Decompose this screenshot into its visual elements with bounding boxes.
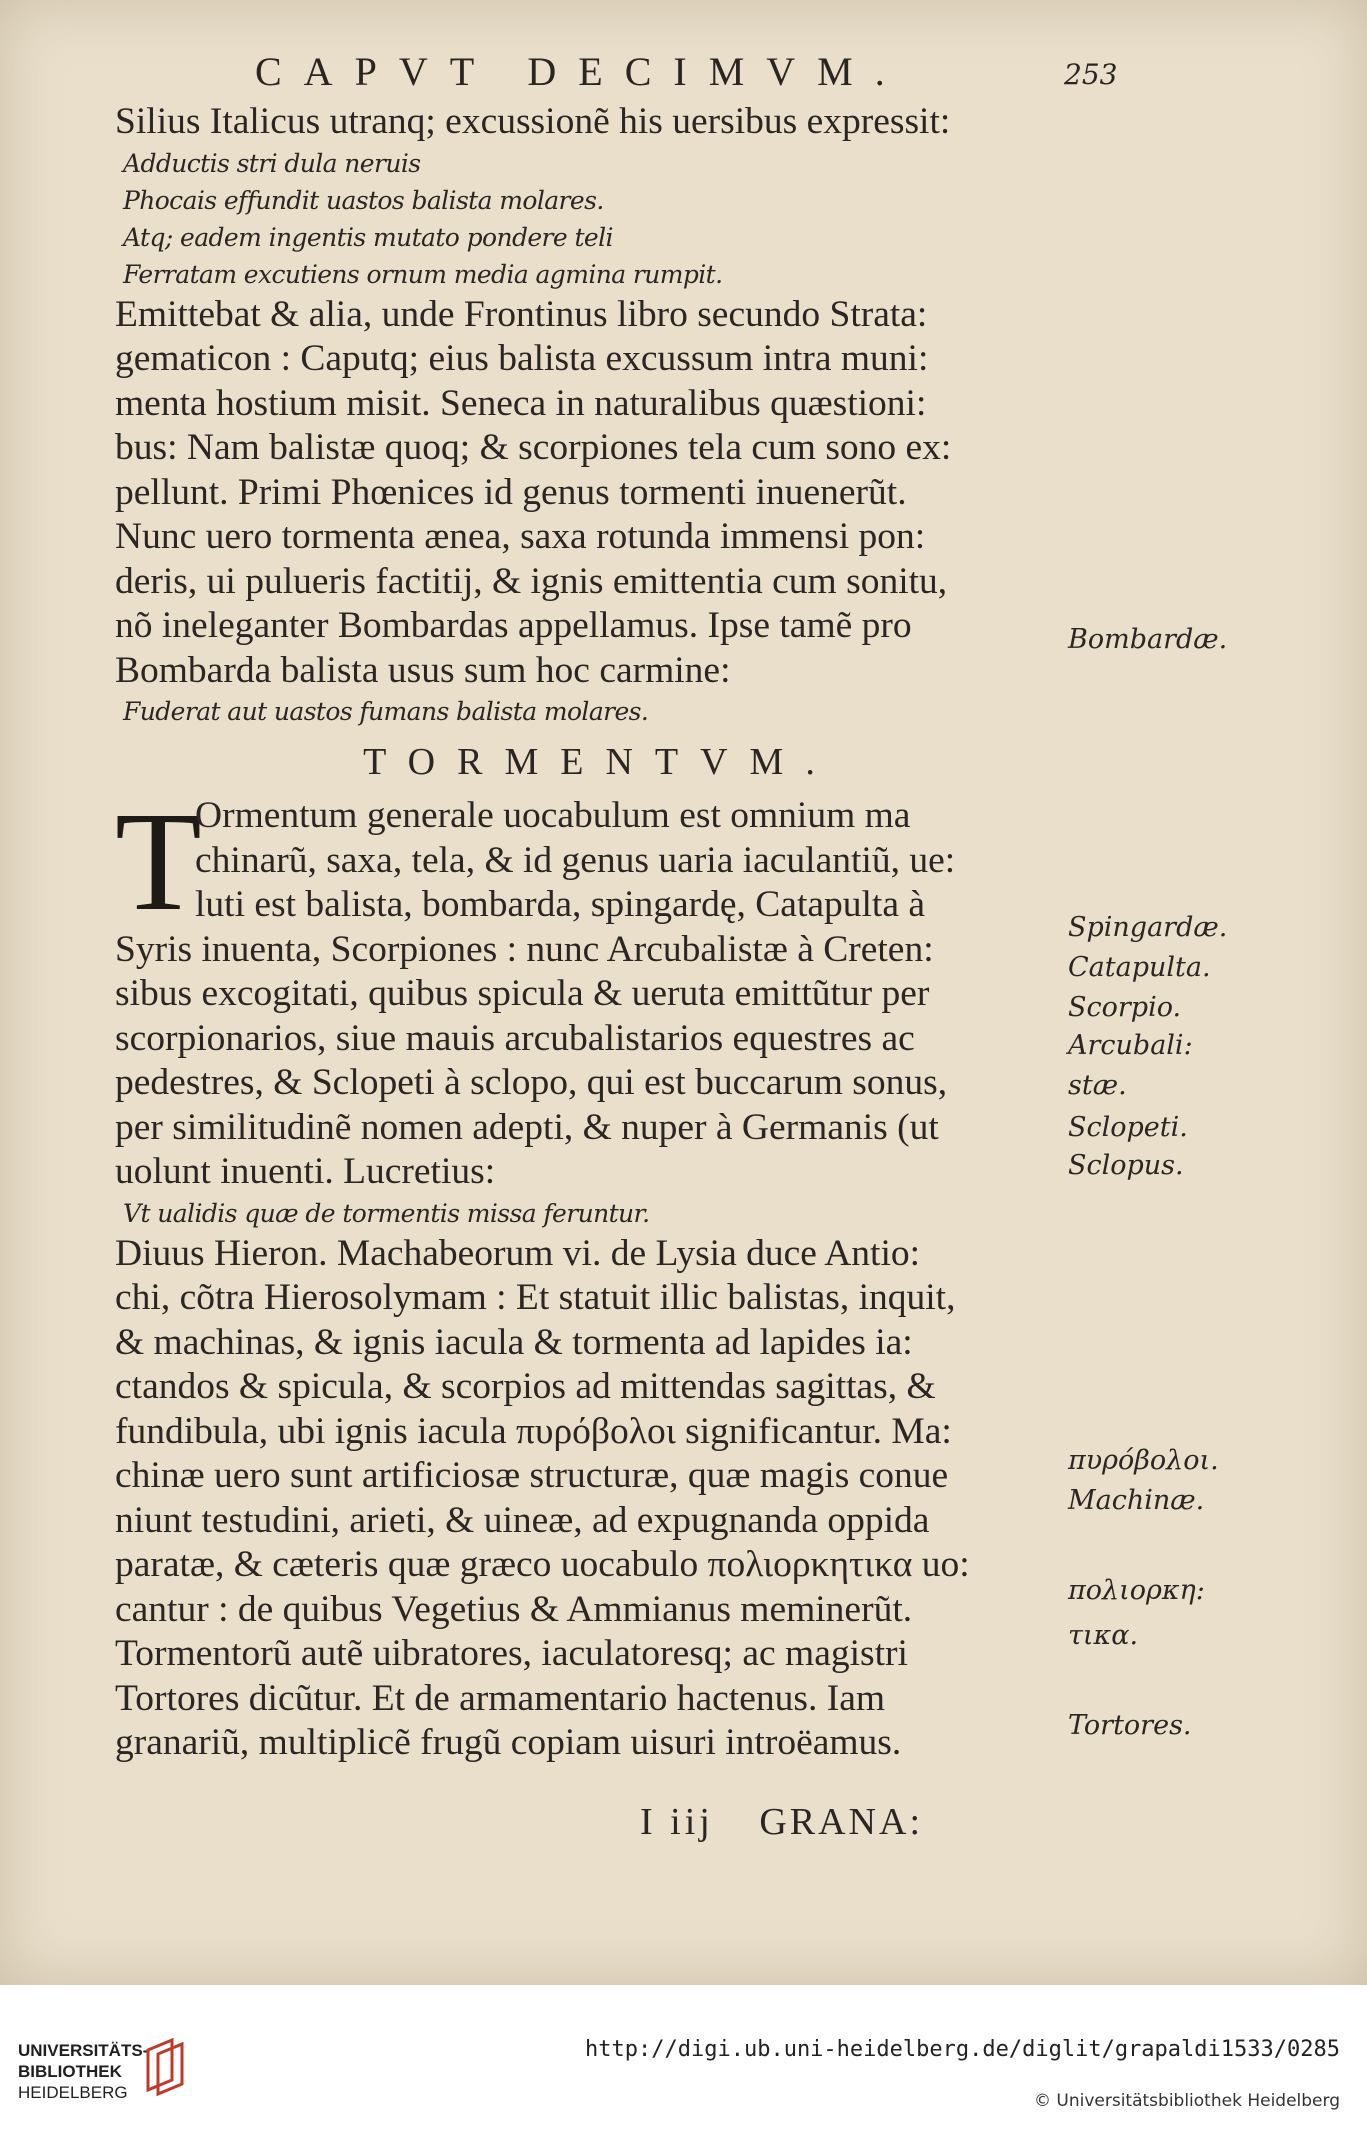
margin-note: πολιορκη:	[1068, 1575, 1205, 1606]
logo-line: HEIDELBERG	[18, 2083, 128, 2102]
text-line: Silius Italicus utranq; excussionẽ his uersibus expressit:	[115, 101, 951, 142]
text-line: Bombarda balista usus sum hoc carmine:	[115, 649, 731, 691]
catchword-line	[640, 1800, 923, 1844]
margin-note: Machinæ.	[1068, 1485, 1205, 1516]
text-line: luti est balista, bombarda, spingardę, Catapulta à	[195, 884, 926, 925]
margin-note: Bombardæ.	[1068, 624, 1228, 655]
logo-line: UNIVERSITÄTS-	[18, 2041, 149, 2060]
text-line: gematicon : Caputq; eius balista excussum intra muni:	[115, 338, 929, 379]
library-logo-text	[18, 2040, 148, 2103]
margin-note: πυρόβολοι.	[1068, 1445, 1219, 1476]
verse-line: Fuderat aut uastos fumans balista molares.	[123, 697, 649, 726]
verse-line: Phocais effundit uastos balista molares.	[123, 185, 604, 215]
dropcap-paragraph	[115, 782, 1045, 940]
text-line: & machinas, & ignis iacula & tormenta ad lapides ia:	[115, 1321, 913, 1363]
text-body	[115, 100, 1045, 1766]
text-line: ctandos & spicula, & scorpios ad mittendas sagittas, &	[115, 1366, 936, 1407]
text-line: nõ ineleganter Bombardas appellamus. Ipse tamẽ pro	[115, 605, 912, 646]
text-line: Tortores dicũtur. Et de armamentario hactenus. Iam	[115, 1677, 886, 1719]
text-line: pellunt. Primi Phœnices id genus tormenti inuenerũt.	[115, 471, 907, 513]
text-line: Tormentorũ autẽ uibratores, iaculatoresq; ac magistri	[115, 1633, 908, 1674]
section-title: TORMENTVM.	[363, 741, 837, 783]
verse-line: Atq; eadem ingentis mutato pondere teli	[123, 222, 613, 252]
margin-note: Spingardæ.	[1068, 912, 1228, 943]
text-line: per similitudinẽ nomen adepti, & nuper à Germanis (ut	[115, 1106, 939, 1148]
margin-note: τικα.	[1068, 1620, 1139, 1651]
verse-line: Vt ualidis quæ de tormentis missa feruntur.	[123, 1198, 650, 1228]
copyright-notice: © Universitätsbibliothek Heidelberg	[1033, 2091, 1340, 2111]
logo-line: BIBLIOTHEK	[18, 2062, 122, 2081]
text-line: Nunc uero tormenta ænea, saxa rotunda immensi pon:	[115, 516, 926, 557]
margin-note: Sclopeti.	[1068, 1112, 1188, 1143]
margin-note: Scorpio.	[1068, 992, 1182, 1023]
text-line: sibus excogitati, quibus spicula & ueruta emittũtur per	[115, 973, 930, 1014]
verse-line: Adductis stri dula neruis	[123, 148, 421, 178]
text-line: cantur : de quibus Vegetius & Ammianus meminerũt.	[115, 1588, 913, 1630]
text-line: fundibula, ubi ignis iacula πυρόβολοι significantur. Ma:	[115, 1410, 952, 1452]
page-number: 253	[1064, 58, 1118, 91]
signature-mark: I iij	[640, 1801, 714, 1843]
margin-note: Arcubali:	[1068, 1030, 1193, 1061]
permalink-url[interactable]: http://digi.ub.uni-heidelberg.de/diglit/grapaldi1533/0285	[585, 2037, 1340, 2062]
text-line: chinæ uero sunt artificiosæ structuræ, quæ magis conue	[115, 1455, 949, 1496]
text-line: uolunt inuenti. Lucretius:	[115, 1151, 496, 1192]
text-line: bus: Nam balistæ quoq; & scorpiones tela cum sono ex:	[115, 427, 952, 468]
verse-line: Ferratam excutiens ornum media agmina rumpit.	[123, 259, 723, 289]
text-line: niunt testudini, arieti, & uineæ, ad expugnanda oppida	[115, 1499, 930, 1541]
text-line: pedestres, & Sclopeti à sclopo, qui est buccarum sonus,	[115, 1062, 948, 1103]
margin-note: Sclopus.	[1068, 1150, 1184, 1181]
text-line: Syris inuenta, Scorpiones : nunc Arcubalistæ à Creten:	[115, 928, 934, 970]
margin-note: stæ.	[1068, 1070, 1127, 1101]
text-line: chinarũ, saxa, tela, & id genus uaria iaculantiũ, ue:	[195, 839, 956, 881]
text-line: Emittebat & alia, unde Frontinus libro secundo Strata:	[115, 293, 928, 335]
margin-note: Catapulta.	[1068, 952, 1211, 983]
text-line: paratæ, & cæteris quæ græco uocabulo πολιορκητικα uo:	[115, 1544, 970, 1585]
margin-note: Tortores.	[1068, 1710, 1192, 1741]
text-line: granariũ, multiplicẽ frugũ copiam uisuri introëamus.	[115, 1722, 902, 1763]
catchword: GRANA:	[759, 1801, 924, 1843]
drop-capital: T	[115, 782, 202, 940]
text-line: scorpionarios, siue mauis arcubalistarios equestres ac	[115, 1017, 915, 1059]
text-line: Ormentum generale uocabulum est omnium ma	[195, 795, 911, 836]
text-line: deris, ui pulueris factitij, & ignis emittentia cum sonitu,	[115, 560, 948, 602]
running-head: CAPVT DECIMVM.	[255, 49, 907, 94]
text-line: menta hostium misit. Seneca in naturalibus quæstioni:	[115, 382, 927, 424]
text-line: chi, cõtra Hierosolymam : Et statuit illic balistas, inquit,	[115, 1277, 956, 1318]
text-line: Diuus Hieron. Machabeorum vi. de Lysia duce Antio:	[115, 1232, 921, 1274]
library-logo-icon	[142, 2036, 188, 2096]
page-header	[0, 48, 1367, 98]
